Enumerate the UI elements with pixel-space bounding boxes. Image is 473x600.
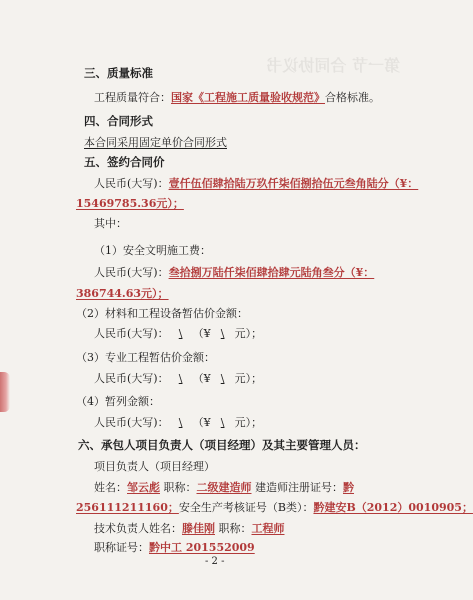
contract-price-line-2 <box>76 196 184 211</box>
total-price-figure: 15469785.36元）； <box>76 197 184 210</box>
yuan-close-5: 元）； <box>234 416 263 429</box>
materials-figure-blank: \ <box>220 327 225 340</box>
title-cert-line <box>94 540 255 555</box>
tech-lead-name: 滕佳刚 <box>182 522 215 535</box>
section-4-heading: 四、合同形式 <box>84 114 153 128</box>
quality-value: 国家《工程施工质量验收规范》 <box>171 91 325 104</box>
section-3-heading: 三、质量标准 <box>84 66 153 80</box>
binding-seal-mark <box>0 372 10 412</box>
pm-name: 邹云彪 <box>127 481 160 494</box>
tech-title-label: 职称： <box>215 522 252 535</box>
of-which-label: 其中： <box>94 217 127 230</box>
tech-lead-title: 工程师 <box>251 522 285 535</box>
materials-amount-line <box>94 326 262 341</box>
materials-words-blank: \ <box>178 327 183 340</box>
safety-fee-line-2 <box>76 286 169 301</box>
yuan-close-4: 元）； <box>234 372 263 385</box>
contract-price-line-1 <box>94 176 418 191</box>
quality-prefix: 工程质量符合： <box>94 91 171 104</box>
pm-label: 项目负责人（项目经理） <box>94 460 215 473</box>
section-5-heading: 五、签约合同价 <box>84 155 165 169</box>
safety-cert-number: 黔建安B（2012）0010905； <box>313 501 473 514</box>
specialty-label: （3）专业工程暂估价金额： <box>76 351 215 364</box>
materials-label: （2）材料和工程设备暂估价金额： <box>76 307 248 320</box>
rmb-label-4: 人民币(大写)： <box>94 372 169 385</box>
quality-standard-line <box>94 90 380 105</box>
provisional-label: （4）暂列金额： <box>76 395 160 408</box>
yuan-close-3: 元）； <box>234 327 263 340</box>
provisional-figure-blank: \ <box>220 416 225 429</box>
pm-title: 二级建造师 <box>196 481 252 494</box>
rmb-label-5: 人民币(大写)： <box>94 416 169 429</box>
tech-lead-line <box>94 521 285 536</box>
safety-fee-figure: 386744.63元）； <box>76 287 169 300</box>
title-label: 职称： <box>160 481 197 494</box>
specialty-words-blank: \ <box>178 372 183 385</box>
reg-cert-number: 256111211160； <box>76 501 179 514</box>
name-label: 姓名： <box>94 481 127 494</box>
quality-suffix: 合格标准。 <box>325 91 380 104</box>
rmb-label-2: 人民币(大写)： <box>94 266 169 279</box>
tech-lead-label: 技术负责人姓名： <box>94 522 182 535</box>
safety-cert-label: 安全生产考核证号（B类）： <box>178 501 314 514</box>
yen-open-3: （¥ <box>192 327 211 340</box>
total-price-words: 壹仟伍佰肆拾陆万玖仟柒佰捌拾伍元叁角陆分（¥： <box>168 177 419 190</box>
safety-fee-line-1 <box>94 265 374 280</box>
rmb-label-3: 人民币(大写)： <box>94 327 169 340</box>
pm-info-line-2 <box>76 500 473 515</box>
title-cert-label: 职称证号： <box>94 541 149 554</box>
section-6-heading: 六、承包人项目负责人（项目经理）及其主要管理人员： <box>78 438 366 452</box>
reg-cert-label: 建造师注册证号： <box>251 481 343 494</box>
rmb-label-1: 人民币(大写)： <box>94 177 169 190</box>
contract-form-line: 本合同采用固定单价合同形式 <box>84 136 227 149</box>
provisional-words-blank: \ <box>178 416 183 429</box>
provisional-amount-line <box>94 415 262 430</box>
page-number: - 2 - <box>205 556 225 567</box>
safety-fee-label: （1）安全文明施工费： <box>94 244 211 257</box>
title-cert-number: 黔中工 201552009 <box>149 541 255 554</box>
yen-open-4: （¥ <box>192 372 211 385</box>
show-through-heading: 第一节 合同协议书 <box>266 56 400 75</box>
specialty-figure-blank: \ <box>220 372 225 385</box>
specialty-amount-line <box>94 371 262 386</box>
pm-info-line-1 <box>94 480 354 495</box>
yen-open-5: （¥ <box>192 416 211 429</box>
safety-fee-words: 叁拾捌万陆仟柒佰肆拾肆元陆角叁分（¥： <box>168 266 375 279</box>
reg-cert-prefix: 黔 <box>343 481 354 494</box>
